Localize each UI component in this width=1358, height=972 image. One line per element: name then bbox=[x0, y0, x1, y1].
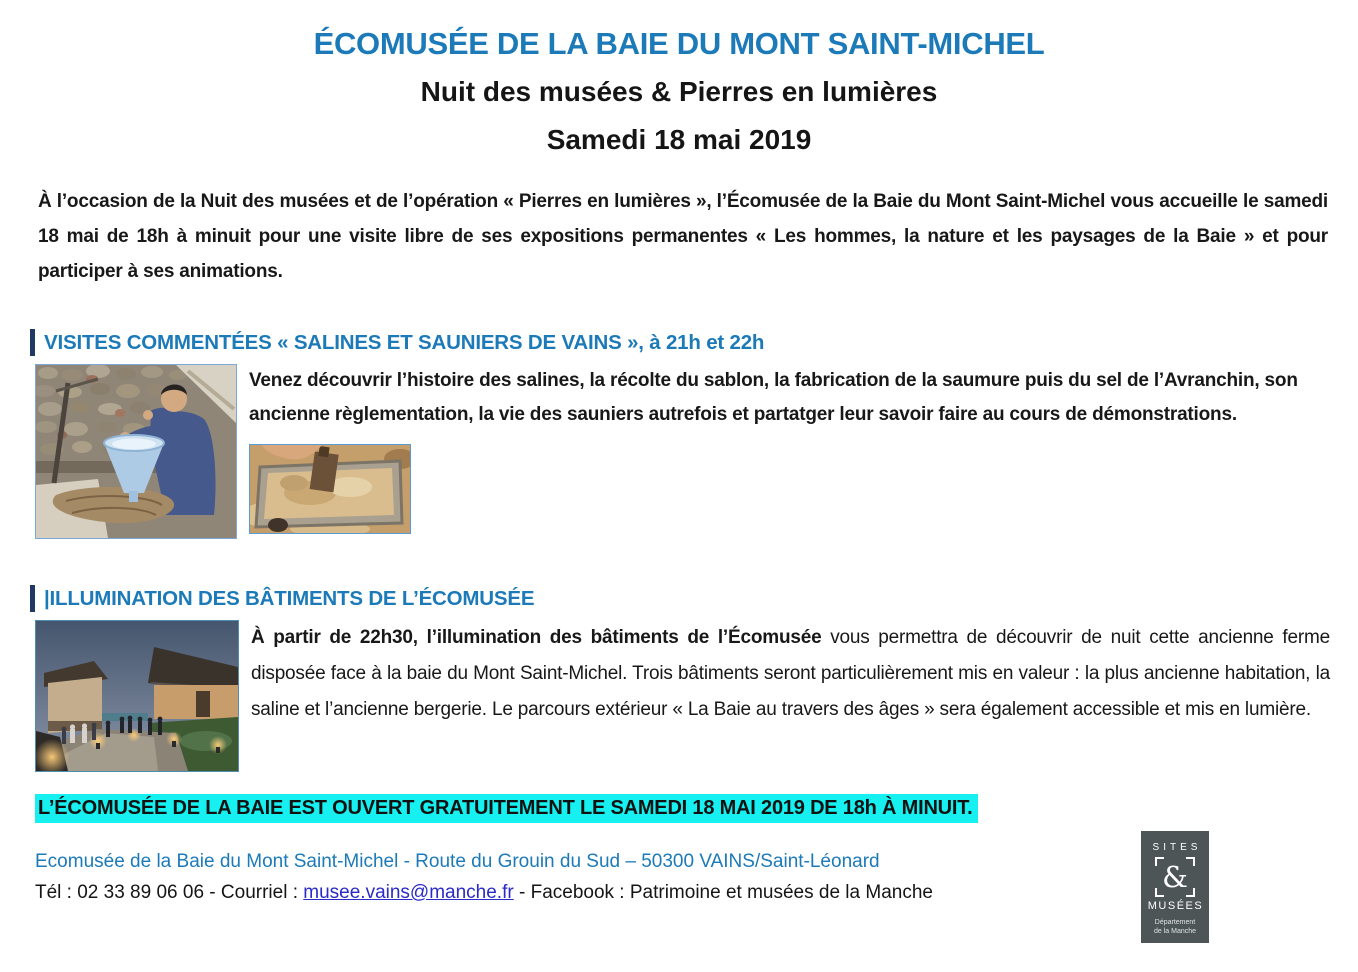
logo-sites-label: SITES bbox=[1152, 842, 1202, 853]
section-heading: VISITES COMMENTÉES « SALINES ET SAUNIERS DE VAINS », à 21h et 22h bbox=[44, 330, 765, 354]
logo-ampersand-frame bbox=[1155, 857, 1195, 897]
intro-paragraph: À l’occasion de la Nuit des musées et de l’opération « Pierres en lumières », l’Écomusée de la Baie du Mont Saint-Michel vous accueille le samedi 18 mai de 18h à minuit pour une visite libre de ses expositions permanentes « Les hommes, la nature et les paysages de la Baie » et pour participer à ses animations. bbox=[38, 191, 1328, 282]
logo-musees-label: MUSÉES bbox=[1147, 900, 1204, 912]
paragraph-rest: vous permettra de découvrir de nuit cette ancienne ferme disposée face à la baie du Mont Saint-Michel. Trois bâtiments seront particulièrement mis en valeur : la plus ancienne habitation, la saline et l’ancienne bergerie. Le parcours extérieur « La Baie au travers des âges » sera également accessible et mis en lumière. bbox=[251, 627, 1330, 720]
section-paragraph: Venez découvrir l’histoire des salines, la récolte du sablon, la fabrication de la saumure puis du sel de l’Avranchin, son ancienne règlementation, la vie des sauniers autrefois et partatger leur savoir faire au cours de démonstrations. bbox=[249, 370, 1298, 425]
email-link[interactable]: musee.vains@manche.fr bbox=[303, 882, 514, 903]
bracket-corner-icon bbox=[1186, 857, 1195, 866]
section-paragraph bbox=[251, 620, 1330, 728]
section-heading: |ILLUMINATION DES BÂTIMENTS DE L’ÉCOMUSÉE bbox=[44, 586, 535, 610]
highlight-row bbox=[35, 794, 1358, 823]
footer-contact-prefix: Tél : 02 33 89 06 06 - Courriel : bbox=[35, 882, 304, 903]
sablon-tray-photo bbox=[249, 444, 411, 534]
sites-musees-logo bbox=[1141, 831, 1209, 943]
section-body bbox=[35, 364, 1330, 539]
section-text-column bbox=[249, 364, 1330, 539]
paragraph-bold-lead: À partir de 22h30, l’illumination des bâtiments de l’Écomusée bbox=[251, 627, 822, 648]
section-text-column bbox=[251, 620, 1330, 728]
logo-dept-line1: Département bbox=[1154, 919, 1196, 926]
sablon-photo-illustration bbox=[250, 445, 410, 533]
page-title: ÉCOMUSÉE DE LA BAIE DU MONT SAINT-MICHEL bbox=[313, 26, 1045, 61]
section-accent-bar bbox=[30, 329, 35, 356]
saunier-photo-illustration bbox=[36, 365, 236, 538]
logo-department-label bbox=[1141, 918, 1209, 936]
logo-dept-line2: de la Manche bbox=[1153, 928, 1197, 935]
bracket-corner-icon bbox=[1186, 888, 1195, 897]
night-illumination-photo bbox=[35, 620, 239, 772]
bracket-corner-icon bbox=[1155, 857, 1164, 866]
night-photo-illustration bbox=[36, 621, 238, 771]
section-accent-bar bbox=[30, 585, 35, 612]
section-illumination bbox=[0, 585, 1358, 772]
section-visites bbox=[0, 329, 1358, 539]
highlight-banner: L’ÉCOMUSÉE DE LA BAIE EST OUVERT GRATUITEMENT LE SAMEDI 18 MAI 2019 DE 18h À MINUIT. bbox=[35, 794, 978, 823]
section-body bbox=[35, 620, 1330, 772]
footer-contact-suffix: - Facebook : Patrimoine et musées de la Manche bbox=[513, 882, 933, 903]
saunier-pouring-bucket-photo bbox=[35, 364, 237, 539]
section-heading-row bbox=[30, 329, 1358, 356]
footer-address: Ecomusée de la Baie du Mont Saint-Michel - Route du Grouin du Sud – 50300 VAINS/Saint-Léonard bbox=[35, 851, 880, 872]
event-date: Samedi 18 mai 2019 bbox=[546, 124, 812, 155]
event-subtitle: Nuit des musées & Pierres en lumières bbox=[420, 76, 938, 107]
section-heading-row bbox=[30, 585, 1358, 612]
bracket-corner-icon bbox=[1155, 888, 1164, 897]
ampersand-icon: & bbox=[1162, 860, 1188, 894]
